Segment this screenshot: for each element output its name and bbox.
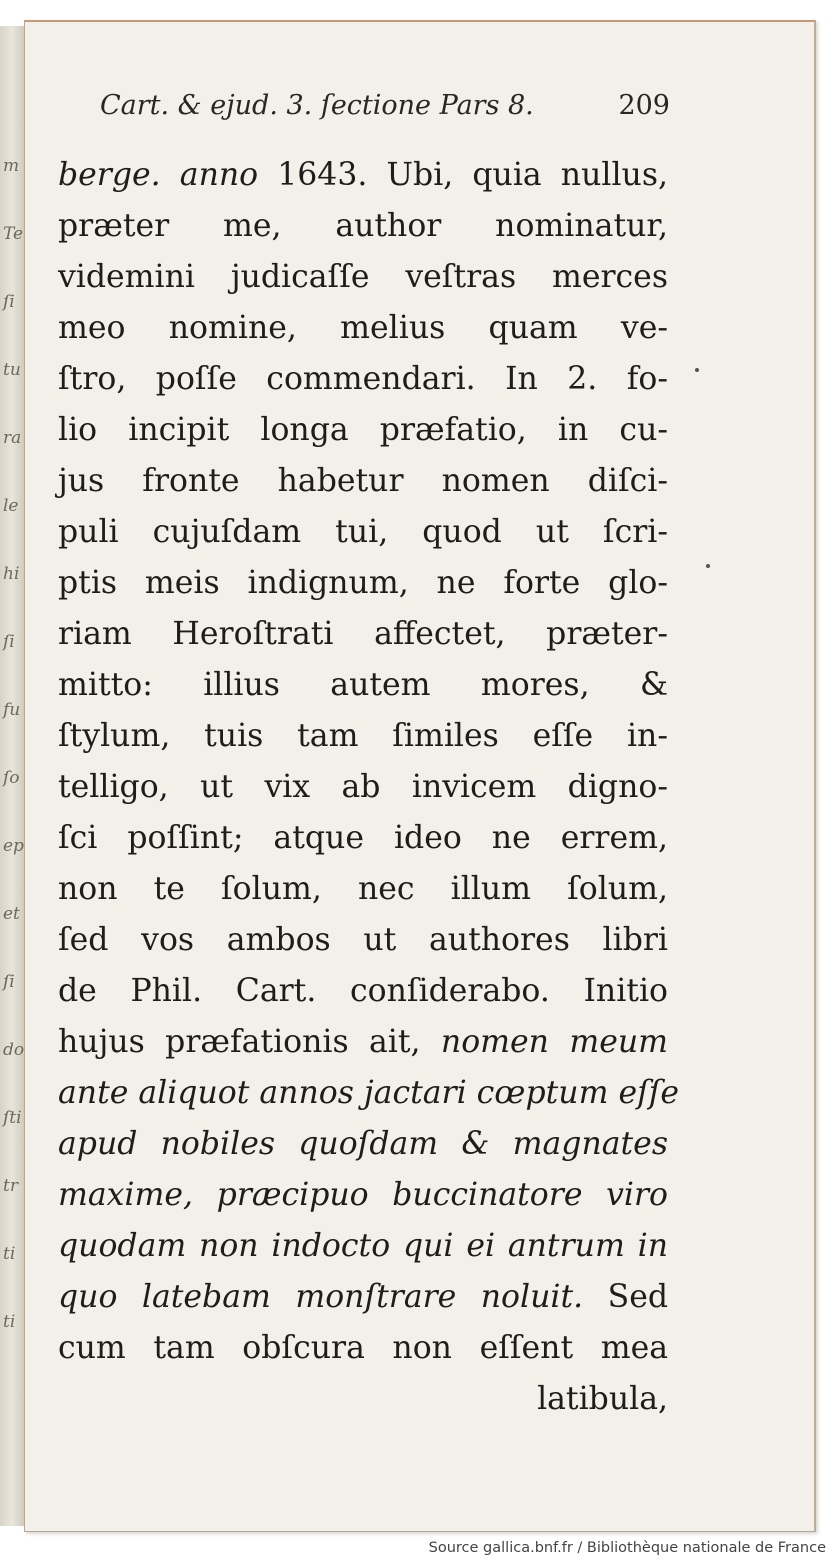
facing-page-fragment: ti — [3, 1312, 16, 1332]
ink-speck — [695, 368, 699, 372]
text-line — [58, 762, 668, 813]
page-number: 209 — [618, 90, 670, 121]
roman-segment: Sed — [583, 1279, 668, 1315]
roman-segment: ſtro, poſſe commendari. In 2. fo- — [58, 361, 668, 397]
facing-page-fragment: ſo — [3, 768, 20, 788]
roman-segment: cum tam obſcura non eſſent mea — [58, 1330, 668, 1366]
text-line — [58, 1272, 668, 1323]
roman-segment: telligo, ut vix ab invicem digno- — [58, 769, 668, 805]
italic-segment: apud nobiles quoſdam & magnates — [58, 1126, 668, 1162]
roman-segment: puli cujuſdam tui, quod ut ſcri- — [58, 514, 668, 550]
facing-page-fragment: Te — [3, 224, 24, 244]
text-line — [58, 150, 668, 201]
text-line — [58, 813, 668, 864]
roman-segment: lio incipit longa præfatio, in cu- — [58, 412, 668, 448]
roman-segment: riam Heroſtrati affectet, præter- — [58, 616, 668, 652]
italic-segment: quo latebam monſtrare noluit. — [58, 1279, 584, 1315]
text-line — [58, 609, 668, 660]
facing-page-fragment: ſti — [3, 1108, 22, 1128]
facing-page-fragment: et — [3, 904, 20, 924]
facing-page-fragment: le — [3, 496, 19, 516]
roman-segment: meo nomine, melius quam ve- — [58, 310, 668, 346]
roman-segment: 1643. Ubi, quia nullus, — [258, 157, 668, 193]
facing-page-fragment: ti — [3, 1244, 16, 1264]
text-line — [58, 1221, 668, 1272]
roman-segment: mitto: illius autem mores, & — [58, 667, 668, 703]
roman-segment: videmini judicaſſe veſtras merces — [58, 259, 668, 295]
facing-page-fragment: tr — [3, 1176, 18, 1196]
roman-segment: hujus præfationis ait, — [58, 1024, 441, 1060]
facing-page-fragment: ſi — [3, 292, 15, 312]
text-line — [58, 1068, 680, 1119]
ink-speck — [706, 564, 710, 568]
text-line — [58, 558, 668, 609]
facing-page-fragment: do — [3, 1040, 25, 1060]
text-line — [58, 405, 668, 456]
text-line — [58, 507, 668, 558]
facing-page-fragment: ſi — [3, 632, 15, 652]
roman-segment: de Phil. Cart. conſiderabo. Initio — [58, 973, 668, 1009]
roman-segment: jus fronte habetur nomen diſci- — [58, 463, 668, 499]
roman-segment: præter me, author nominatur, — [58, 208, 668, 244]
roman-segment: latibula, — [537, 1381, 668, 1417]
text-line — [58, 966, 668, 1017]
body-text — [58, 150, 680, 1425]
text-line — [58, 1374, 668, 1425]
text-line — [58, 864, 668, 915]
text-line — [58, 1017, 668, 1068]
source-attribution: Source gallica.bnf.fr / Bibliothèque nationale de France — [428, 1540, 826, 1556]
facing-page-fragment: ep — [3, 836, 24, 856]
text-line — [58, 201, 668, 252]
facing-page-fragment: hi — [3, 564, 20, 584]
facing-page-fragment: ra — [3, 428, 22, 448]
text-line — [58, 1323, 668, 1374]
text-line — [58, 711, 668, 762]
facing-page-fragment: fu — [3, 700, 21, 720]
italic-segment: nomen meum — [440, 1024, 669, 1060]
text-line — [58, 1119, 668, 1170]
text-line — [58, 252, 668, 303]
running-title: Cart. & ejud. 3. ſectione Pars 8. — [100, 90, 534, 121]
text-line — [58, 1170, 668, 1221]
facing-page-edge — [0, 26, 27, 1526]
roman-segment: non te ſolum, nec illum ſolum, — [58, 871, 668, 907]
facing-page-fragment: tu — [3, 360, 21, 380]
text-line — [58, 915, 668, 966]
facing-page-fragment: m — [3, 156, 20, 176]
running-head — [100, 90, 670, 130]
italic-segment: ante aliquot annos jactari cœptum eſſe — [58, 1075, 680, 1111]
italic-segment: berge. anno — [58, 157, 259, 193]
italic-segment: quodam non indocto qui ei antrum in — [58, 1228, 668, 1264]
italic-segment: maxime, præcipuo buccinatore viro — [58, 1177, 668, 1213]
text-line — [58, 660, 668, 711]
roman-segment: ſtylum, tuis tam ſimiles eſſe in- — [58, 718, 668, 754]
text-line — [58, 456, 668, 507]
roman-segment: ſci poſſint; atque ideo ne errem, — [58, 820, 668, 856]
roman-segment: ptis meis indignum, ne forte glo- — [58, 565, 668, 601]
text-line — [58, 303, 668, 354]
text-line — [58, 354, 668, 405]
facing-page-fragment: ſi — [3, 972, 15, 992]
roman-segment: ſed vos ambos ut authores libri — [58, 922, 668, 958]
